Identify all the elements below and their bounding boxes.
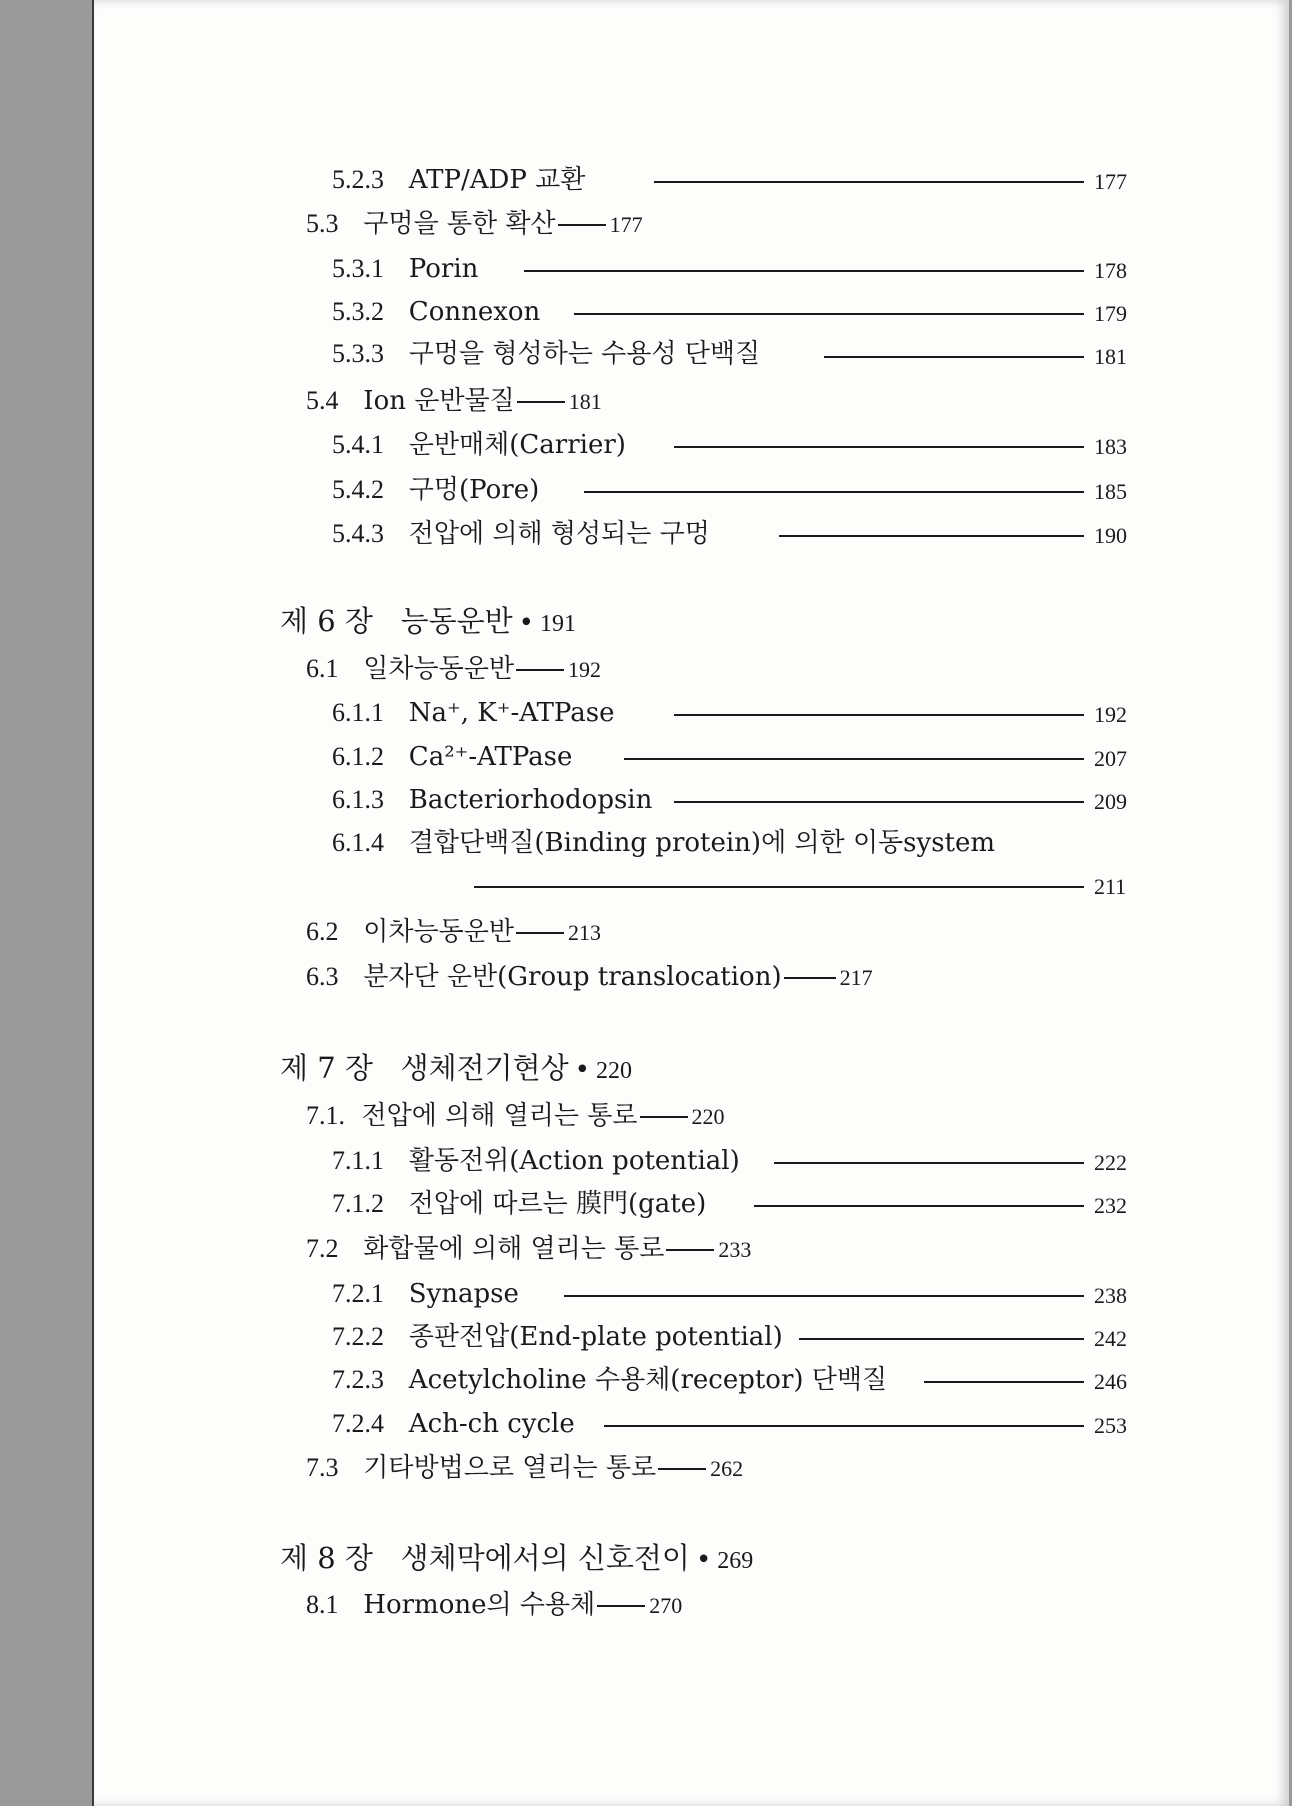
leader-line xyxy=(779,535,1084,537)
page-number: 270 xyxy=(649,1593,683,1618)
leader-line xyxy=(564,1295,1084,1297)
chapter-7-heading xyxy=(280,1053,632,1086)
page-number: 253 xyxy=(1094,1413,1127,1438)
toc-entry-7-1-2 xyxy=(332,1189,706,1219)
page-number: 269 xyxy=(717,1548,754,1574)
leader-line xyxy=(674,714,1084,716)
entry-title: Acetylcholine 수용체(receptor) 단백질 xyxy=(408,1365,888,1395)
toc-entry-7-2-1 xyxy=(332,1279,519,1309)
leader-line xyxy=(924,1381,1084,1383)
chapter-number: 제 7 장 xyxy=(280,1051,373,1085)
entry-title: 분자단 운반(Group translocation) xyxy=(363,962,782,992)
inline-leader xyxy=(640,1116,688,1118)
entry-number: 5.2.3 xyxy=(332,165,384,194)
entry-number: 8.1 xyxy=(306,1590,339,1619)
entry-number: 7.2 xyxy=(306,1234,339,1263)
leader-line xyxy=(799,1338,1084,1340)
chapter-number: 제 6 장 xyxy=(280,604,373,638)
entry-number: 7.1.2 xyxy=(332,1189,384,1218)
page-number: 217 xyxy=(839,965,873,990)
entry-number: 5.4.1 xyxy=(332,430,384,459)
bullet-dot: • xyxy=(518,608,534,638)
page-number: 181 xyxy=(1094,344,1127,369)
toc-entry-7-1 xyxy=(306,1101,725,1132)
toc-entry-8-1 xyxy=(306,1590,682,1621)
toc-entry-6-1-2 xyxy=(332,742,572,772)
toc-entry-6-2 xyxy=(306,917,601,948)
entry-number: 5.3.1 xyxy=(332,254,384,283)
toc-entry-7-1-1 xyxy=(332,1146,740,1176)
entry-title: 기타방법으로 열리는 통로 xyxy=(363,1453,657,1483)
toc-entry-5-3-1 xyxy=(332,254,478,284)
toc-entry-7-2 xyxy=(306,1234,751,1265)
entry-title: ATP/ADP 교환 xyxy=(408,165,586,195)
page-number: 185 xyxy=(1094,479,1127,504)
page-number: 222 xyxy=(1094,1150,1127,1175)
page-number: 179 xyxy=(1094,301,1127,326)
page-number: 233 xyxy=(718,1237,752,1262)
entry-title: 구멍을 형성하는 수용성 단백질 xyxy=(408,339,761,369)
entry-number: 7.2.4 xyxy=(332,1409,384,1438)
inline-leader xyxy=(658,1468,706,1470)
inline-leader xyxy=(516,932,564,934)
bullet-dot: • xyxy=(695,1545,712,1575)
entry-title: Hormone의 수용체 xyxy=(363,1590,596,1620)
toc-entry-5-4 xyxy=(306,386,602,417)
page-number: 232 xyxy=(1094,1193,1127,1218)
entry-title: Ca²⁺-ATPase xyxy=(408,742,573,772)
leader-line xyxy=(574,313,1084,315)
page-number: 220 xyxy=(596,1058,633,1084)
entry-number: 7.2.2 xyxy=(332,1322,384,1351)
toc-entry-7-2-4 xyxy=(332,1409,575,1439)
entry-number: 6.1.4 xyxy=(332,828,384,857)
toc-entry-5-4-1 xyxy=(332,430,626,460)
inline-leader xyxy=(784,977,836,979)
page-number: 190 xyxy=(1094,523,1127,548)
entry-title: Synapse xyxy=(408,1279,519,1309)
entry-number: 6.3 xyxy=(306,962,339,991)
inline-leader xyxy=(517,401,565,403)
chapter-title: 생체막에서의 신호전이 xyxy=(400,1541,690,1575)
entry-title: 전압에 의해 열리는 통로 xyxy=(361,1101,638,1131)
toc-entry-6-1-1 xyxy=(332,698,615,728)
toc-entry-5-3-3 xyxy=(332,339,760,369)
entry-number: 6.1.2 xyxy=(332,742,384,771)
book-page xyxy=(92,0,1289,1806)
page-number: 242 xyxy=(1094,1326,1127,1351)
entry-title: Bacteriorhodopsin xyxy=(408,785,653,815)
entry-title: Porin xyxy=(408,254,479,284)
leader-line xyxy=(774,1162,1084,1164)
leader-line xyxy=(824,356,1084,358)
chapter-title: 능동운반 xyxy=(400,604,513,638)
entry-number: 5.4.2 xyxy=(332,475,384,504)
toc-entry-7-3 xyxy=(306,1453,743,1484)
page-number: 177 xyxy=(1094,169,1127,194)
entry-number: 6.1.3 xyxy=(332,785,384,814)
toc-entry-5-4-2 xyxy=(332,475,539,505)
leader-line xyxy=(754,1205,1084,1207)
page-number: 207 xyxy=(1094,746,1127,771)
entry-number: 5.3.2 xyxy=(332,297,384,326)
entry-title: 일차능동운반 xyxy=(363,654,514,684)
leader-line xyxy=(584,491,1084,493)
bullet-dot: • xyxy=(574,1055,591,1085)
entry-number: 6.1.1 xyxy=(332,698,384,727)
toc-entry-7-2-2 xyxy=(332,1322,783,1352)
leader-line xyxy=(654,181,1084,183)
entry-title: 전압에 의해 형성되는 구멍 xyxy=(408,519,710,549)
entry-title: 구멍을 통한 확산 xyxy=(363,209,556,239)
entry-title: 화합물에 의해 열리는 통로 xyxy=(363,1234,665,1264)
entry-title: Na⁺, K⁺-ATPase xyxy=(408,698,615,728)
entry-number: 5.3 xyxy=(306,209,339,238)
entry-title: 전압에 따르는 膜門(gate) xyxy=(408,1189,707,1219)
entry-title: 종판전압(End-plate potential) xyxy=(408,1322,783,1352)
entry-title: Connexon xyxy=(408,297,541,327)
inline-leader xyxy=(597,1605,645,1607)
page-number: 213 xyxy=(568,920,601,945)
page-number: 246 xyxy=(1094,1369,1127,1394)
page-number: 220 xyxy=(691,1104,725,1129)
entry-number: 6.1 xyxy=(306,654,339,683)
entry-number: 5.3.3 xyxy=(332,339,384,368)
chapter-6-heading xyxy=(280,606,576,639)
page-number: 181 xyxy=(568,389,602,414)
toc-entry-5-3 xyxy=(306,209,643,240)
chapter-8-heading xyxy=(280,1543,753,1576)
leader-line xyxy=(674,801,1084,803)
page-number: 211 xyxy=(1094,874,1127,899)
inline-leader xyxy=(666,1249,714,1251)
entry-number: 7.2.1 xyxy=(332,1279,384,1308)
toc-entry-6-1-3 xyxy=(332,785,652,815)
toc-entry-5-4-3 xyxy=(332,519,710,549)
toc-entry-6-1 xyxy=(306,654,601,685)
page-number: 183 xyxy=(1094,434,1127,459)
page-number: 177 xyxy=(609,212,643,237)
entry-title: Ion 운반물질 xyxy=(363,386,515,416)
leader-line xyxy=(474,886,1084,888)
page-number: 238 xyxy=(1094,1283,1127,1308)
entry-number: 5.4 xyxy=(306,386,339,415)
entry-title: 결합단백질(Binding protein)에 의한 이동system xyxy=(408,828,996,858)
inline-leader xyxy=(516,669,564,671)
entry-number: 7.1.1 xyxy=(332,1146,384,1175)
toc-entry-5-2-3 xyxy=(332,165,585,195)
entry-number: 5.4.3 xyxy=(332,519,384,548)
page-number: 191 xyxy=(539,611,576,637)
toc-entry-6-3 xyxy=(306,962,873,993)
leader-line xyxy=(524,270,1084,272)
leader-line xyxy=(674,446,1084,448)
entry-title: 운반매체(Carrier) xyxy=(408,430,626,460)
entry-number: 7.2.3 xyxy=(332,1365,384,1394)
leader-line xyxy=(604,1425,1084,1427)
page-number: 192 xyxy=(568,657,601,682)
toc-entry-7-2-3 xyxy=(332,1365,887,1395)
chapter-title: 생체전기현상 xyxy=(400,1051,569,1085)
page-number: 192 xyxy=(1094,702,1127,727)
entry-title: Ach-ch cycle xyxy=(408,1409,575,1439)
entry-number: 7.1. xyxy=(306,1101,345,1130)
entry-title: 구멍(Pore) xyxy=(408,475,540,505)
page-number: 262 xyxy=(710,1456,744,1481)
toc-entry-6-1-4 xyxy=(332,828,995,858)
page-number: 178 xyxy=(1094,258,1127,283)
entry-number: 6.2 xyxy=(306,917,339,946)
leader-line xyxy=(624,758,1084,760)
inline-leader xyxy=(558,224,606,226)
entry-title: 활동전위(Action potential) xyxy=(408,1146,740,1176)
chapter-number: 제 8 장 xyxy=(280,1541,373,1575)
entry-title: 이차능동운반 xyxy=(363,917,514,947)
entry-number: 7.3 xyxy=(306,1453,339,1482)
toc-entry-5-3-2 xyxy=(332,297,540,327)
page-number: 209 xyxy=(1094,789,1127,814)
